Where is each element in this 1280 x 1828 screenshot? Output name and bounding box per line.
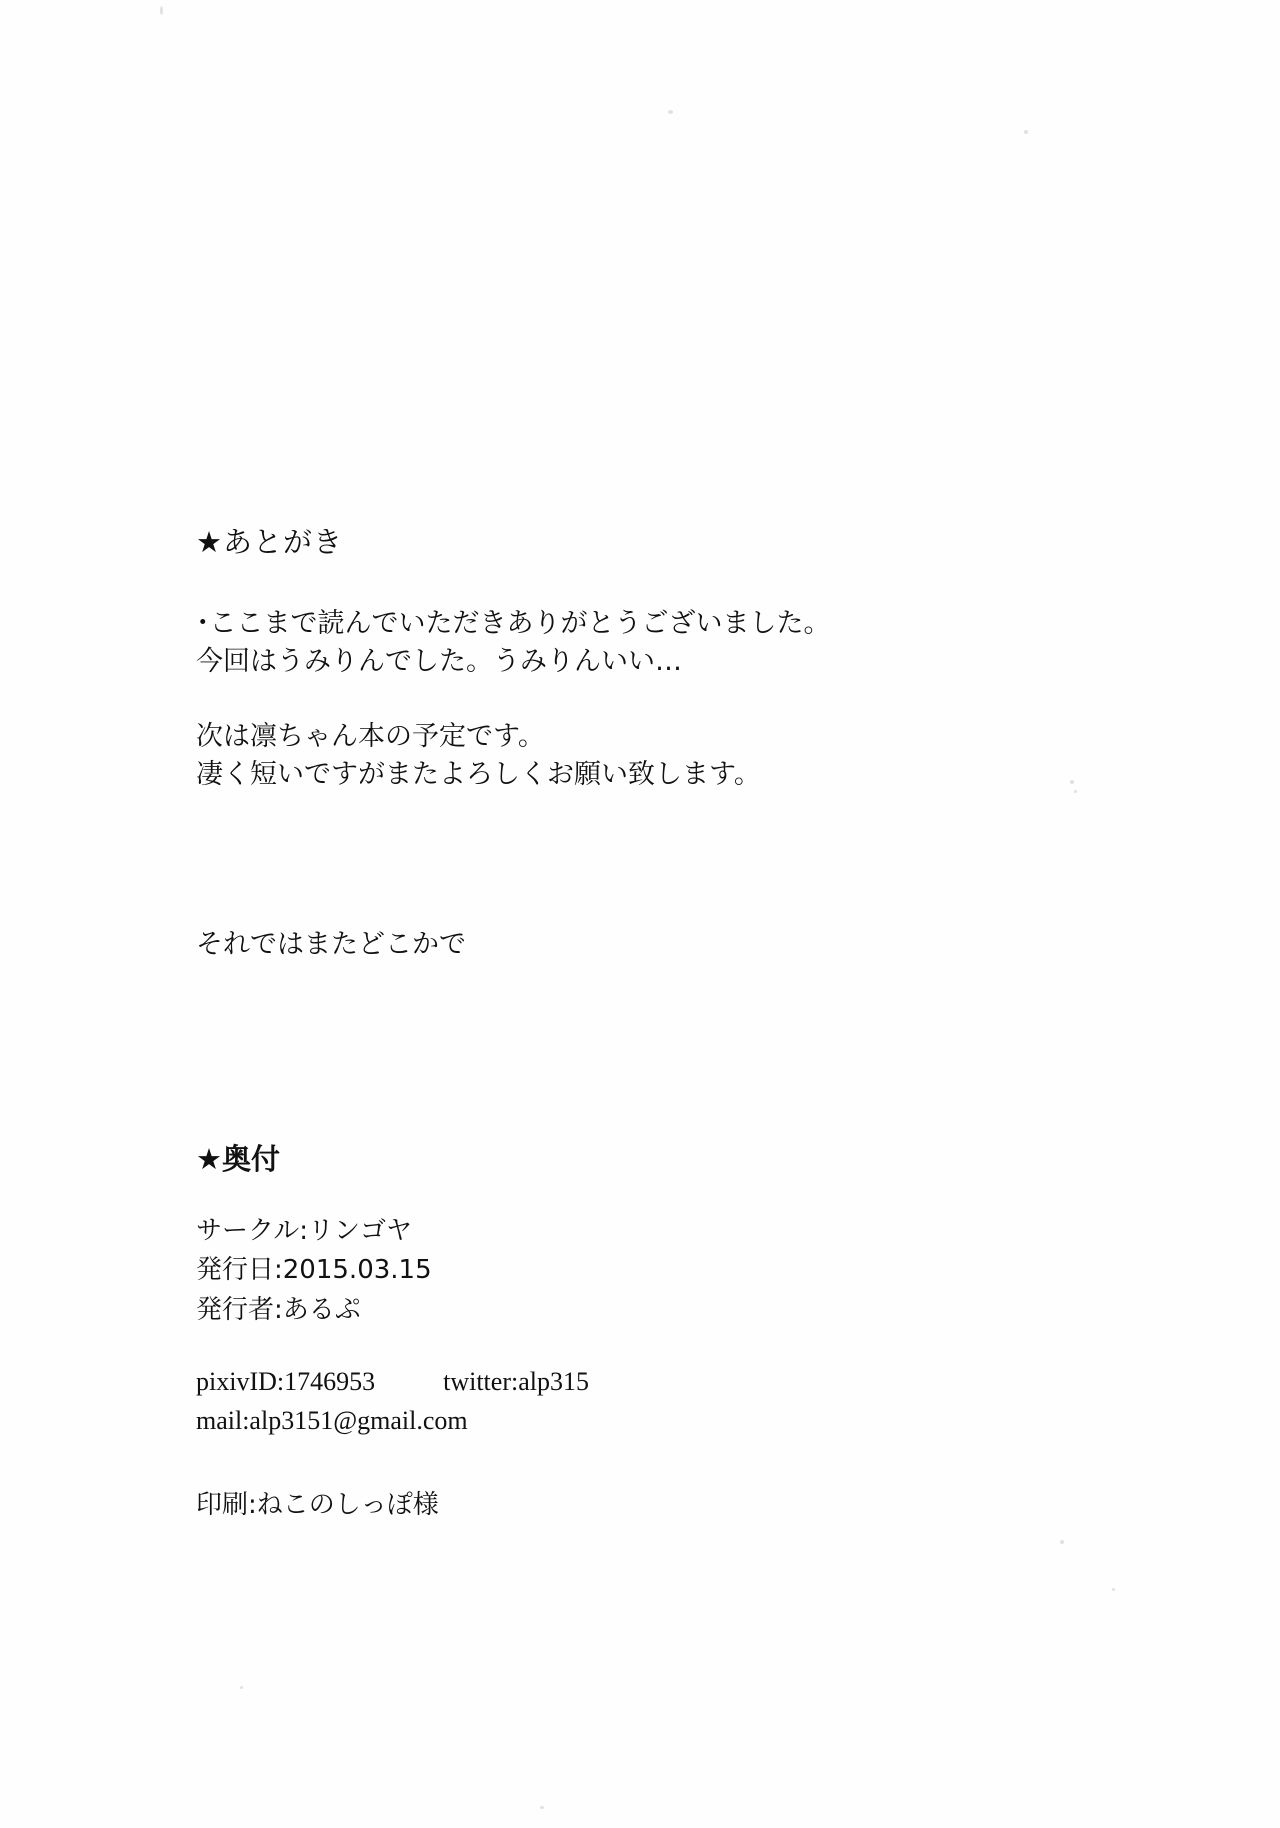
colophon-contact: [196, 1362, 1096, 1440]
paper-speck: [1060, 1540, 1064, 1544]
colophon-circle: サークル:リンゴヤ: [196, 1215, 412, 1246]
paper-speck: [540, 1806, 544, 1809]
spacer: [196, 1001, 1096, 1137]
mail-address: mail:alp3151@gmail.com: [196, 1406, 468, 1436]
twitter-handle: twitter:alp315: [443, 1367, 589, 1397]
afterword-paragraph-2-line-2: 凄く短いですがまたよろしくお願い致します。: [196, 758, 761, 790]
printer-credit: 印刷:ねこのしっぽ様: [196, 1490, 439, 1521]
paper-speck: [1112, 1588, 1115, 1591]
afterword-paragraph-1-line-2: 今回はうみりんでした。うみりんいい…: [196, 646, 682, 678]
paper-speck: [1024, 130, 1028, 134]
pixiv-id: pixivID:1746953: [196, 1367, 376, 1397]
paper-speck: [240, 1686, 243, 1689]
colophon-author: 発行者:あるぷ: [196, 1294, 361, 1325]
afterword-paragraph-1-line-1: ･ここまで読んでいただきありがとうございました。: [196, 608, 831, 639]
colophon-details: [196, 1212, 1096, 1331]
colophon-heading: ★奥付: [196, 1141, 280, 1176]
page-content: [196, 520, 1096, 1521]
paper-speck: [160, 6, 163, 15]
afterword-closing: それではまたどこかで: [196, 929, 466, 961]
colophon-date: 発行日:2015.03.15: [196, 1255, 432, 1286]
afterword-heading: ★あとがき: [196, 525, 343, 559]
paper-speck: [668, 110, 673, 114]
afterword-paragraph-2-line-1: 次は凛ちゃん本の予定です。: [196, 720, 545, 752]
spacer: [196, 830, 1096, 926]
